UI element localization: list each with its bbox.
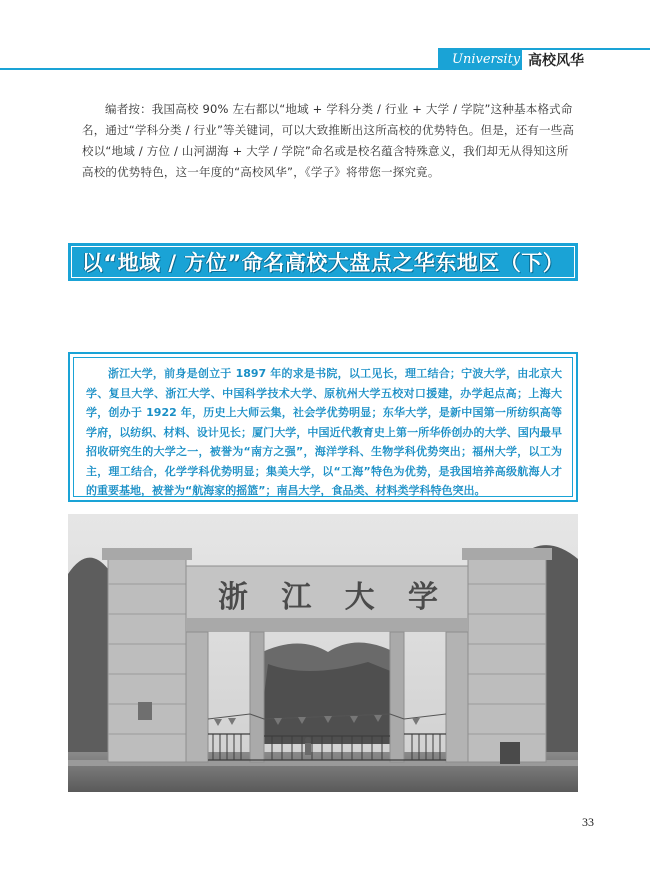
inscription-char: 江	[281, 580, 312, 615]
article-title-banner	[68, 243, 578, 281]
section-header	[438, 48, 650, 70]
page-number: 33	[582, 815, 594, 829]
inscription-char: 浙	[218, 580, 248, 615]
gate-inscription	[218, 572, 438, 616]
summary-box-inner	[73, 357, 573, 497]
gate-illustration	[68, 514, 578, 792]
inscription-char: 大	[344, 580, 375, 615]
summary-text: 浙江大学，前身是创立于 1897 年的求是书院，以工见长，理工结合；宁波大学，由北京大学、复旦大学、浙江大学、中国科学技术大学、原杭州大学五校对口援建，办学起点高；上海大学，创办于 1922 年，历史上大师云集，社会学优势明显；东华大学，是新中国第一所纺织高等学府，以纺织、材料、设计见长；厦门大学，中国近代教育史上第一所华侨创办的大学、国内最早招收研究生的大学之一，被誉为“南方之强”，海洋学科、生物学科优势突出；福州大学，以工为主，理工结合，化学学科优势明显；集美大学，以“工海”特色为优势，是我国培养高级航海人才的重要基地，被誉为“航海家的摇篮”；南昌大学，食品类、材料类学科特色突出。	[86, 367, 562, 497]
article-title: 以“地域 / 方位”命名高校大盘点之华东地区（下）	[81, 251, 565, 275]
editor-note: 编者按：我国高校 90% 左右都以“地域 + 学科分类 / 行业 + 大学 / 学院”这种基本格式命名，通过“学科分类 / 行业”等关键词，可以大致推断出这所高校的优势特色。但是，还有一些高校以“地域 / 方位 / 山河湖海 + 大学 / 学院”命名或是校名蕴含特殊意义，我们却无从得知这所高校的优势特色，这一年度的“高校风华”，《学子》将带您一探究竟。	[82, 102, 575, 179]
section-label-cn: 高校风华	[522, 48, 650, 70]
section-label-en: University	[452, 51, 521, 67]
campus-gate-photo	[68, 514, 578, 792]
banner-frame	[71, 246, 575, 278]
inscription-char: 学	[407, 580, 438, 615]
summary-box	[68, 352, 578, 502]
